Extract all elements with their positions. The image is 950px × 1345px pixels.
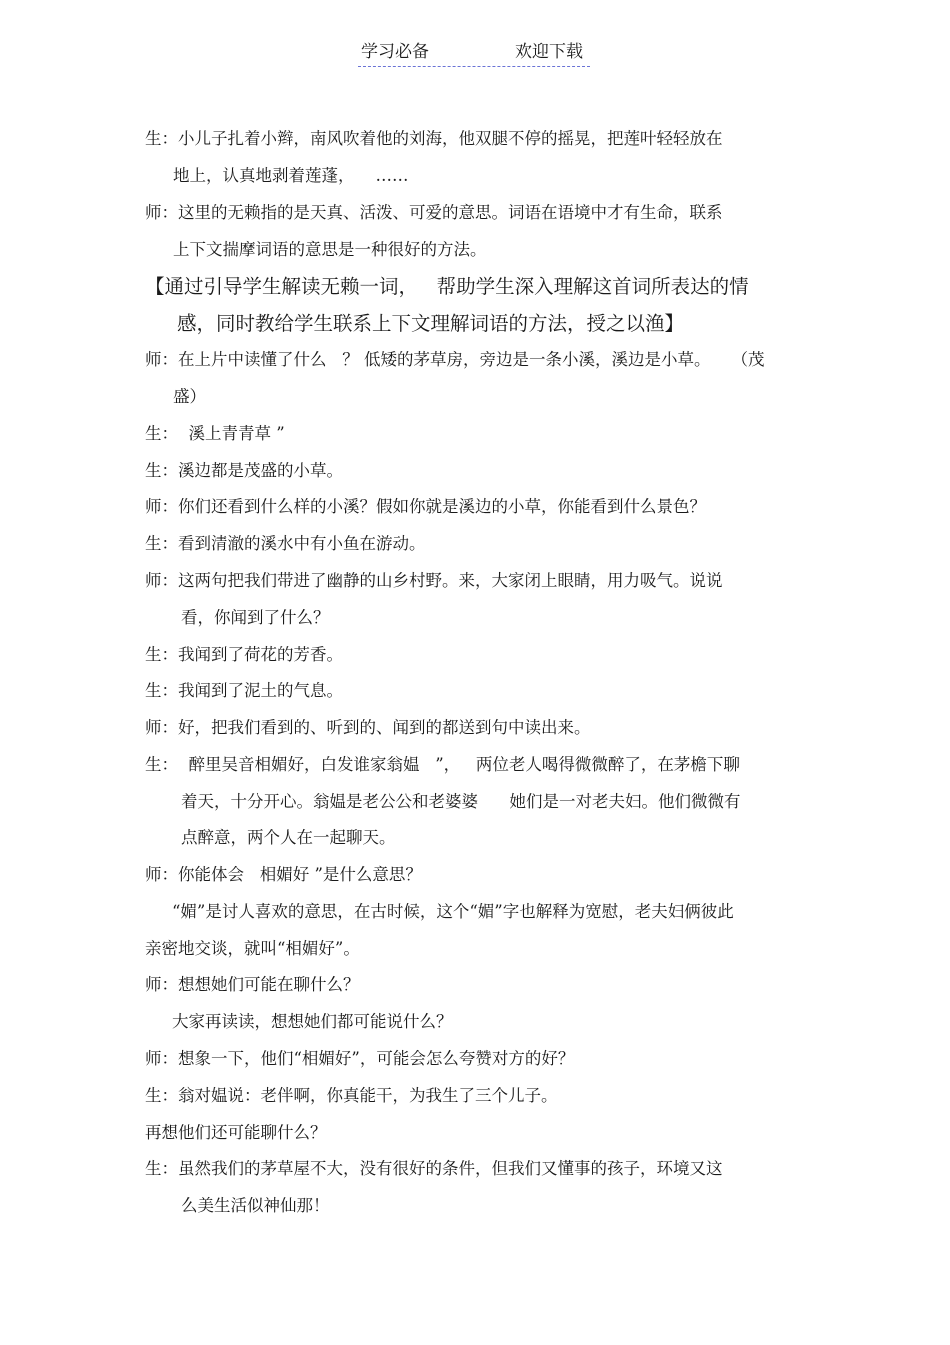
text-line: 师：这里的无赖指的是天真、活泼、可爱的意思。词语在语境中才有生命，联系 xyxy=(145,203,723,222)
text-line: 再想他们还可能聊什么？ xyxy=(145,1123,327,1142)
text-line: 生：我闻到了泥土的气息。 xyxy=(145,681,343,700)
text-line: 着天，十分开心。翁媪是老公公和老婆婆 她们是一对老夫妇。他们微微有 xyxy=(181,792,741,811)
text-line: 生：溪边都是茂盛的小草。 xyxy=(145,461,343,480)
text-line: 大家再读读，想想她们都可能说什么？ xyxy=(172,1012,453,1031)
text-line: 师：在上片中读懂了什么 ？ 低矮的茅草房，旁边是一条小溪，溪边是小草。 （茂 xyxy=(145,350,765,369)
text-line: 师：想象一下，他们“相媚好”，可能会怎么夸赞对方的好？ xyxy=(145,1049,575,1068)
text-line: 师：你们还看到什么样的小溪？假如你就是溪边的小草，你能看到什么景色？ xyxy=(145,497,706,516)
page-header xyxy=(358,40,590,67)
header-right-text: 欢迎下载 xyxy=(515,42,583,62)
text-line: 地上，认真地剥着莲蓬， …… xyxy=(173,166,409,185)
text-line: 生：翁对媪说：老伴啊，你真能干，为我生了三个儿子。 xyxy=(145,1086,558,1105)
text-line: 师：想想她们可能在聊什么？ xyxy=(145,975,360,994)
text-line: 生： 醉里吴音相媚好，白发谁家翁媪 ”， 两位老人喝得微微醉了，在茅檐下聊 xyxy=(145,755,740,774)
text-line: 盛） xyxy=(173,387,206,406)
text-line: “媚”是讨人喜欢的意思，在古时候，这个“媚”字也解释为宽慰，老夫妇俩彼此 xyxy=(172,902,734,921)
text-line: 生：我闻到了荷花的芳香。 xyxy=(145,645,343,664)
header-left-text: 学习必备 xyxy=(361,42,429,62)
text-line: 上下文揣摩词语的意思是一种很好的方法。 xyxy=(173,240,487,259)
text-line: 看，你闻到了什么？ xyxy=(181,608,330,627)
teaching-note: 感，同时教给学生联系上下文理解词语的方法，授之以渔】 xyxy=(177,312,685,335)
text-line: 生：小儿子扎着小辫，南风吹着他的刘海，他双腿不停的摇晃，把莲叶轻轻放在 xyxy=(145,129,723,148)
text-line: 么美生活似神仙那！ xyxy=(181,1196,330,1215)
text-line: 亲密地交谈，就叫“相媚好”。 xyxy=(145,939,360,958)
text-line: 点醉意，两个人在一起聊天。 xyxy=(181,828,396,847)
text-line: 师：这两句把我们带进了幽静的山乡村野。来，大家闭上眼睛，用力吸气。说说 xyxy=(145,571,723,590)
text-line: 师：你能体会 相媚好 ”是什么意思？ xyxy=(145,865,422,884)
text-line: 师：好，把我们看到的、听到的、闻到的都送到句中读出来。 xyxy=(145,718,591,737)
text-line: 生：虽然我们的茅草屋不大，没有很好的条件，但我们又懂事的孩子，环境又这 xyxy=(145,1159,723,1178)
text-line: 生： 溪上青青草 ” xyxy=(145,424,285,443)
text-line: 生：看到清澈的溪水中有小鱼在游动。 xyxy=(145,534,426,553)
teaching-note: 【通过引导学生解读无赖一词， 帮助学生深入理解这首词所表达的情 xyxy=(145,275,749,298)
